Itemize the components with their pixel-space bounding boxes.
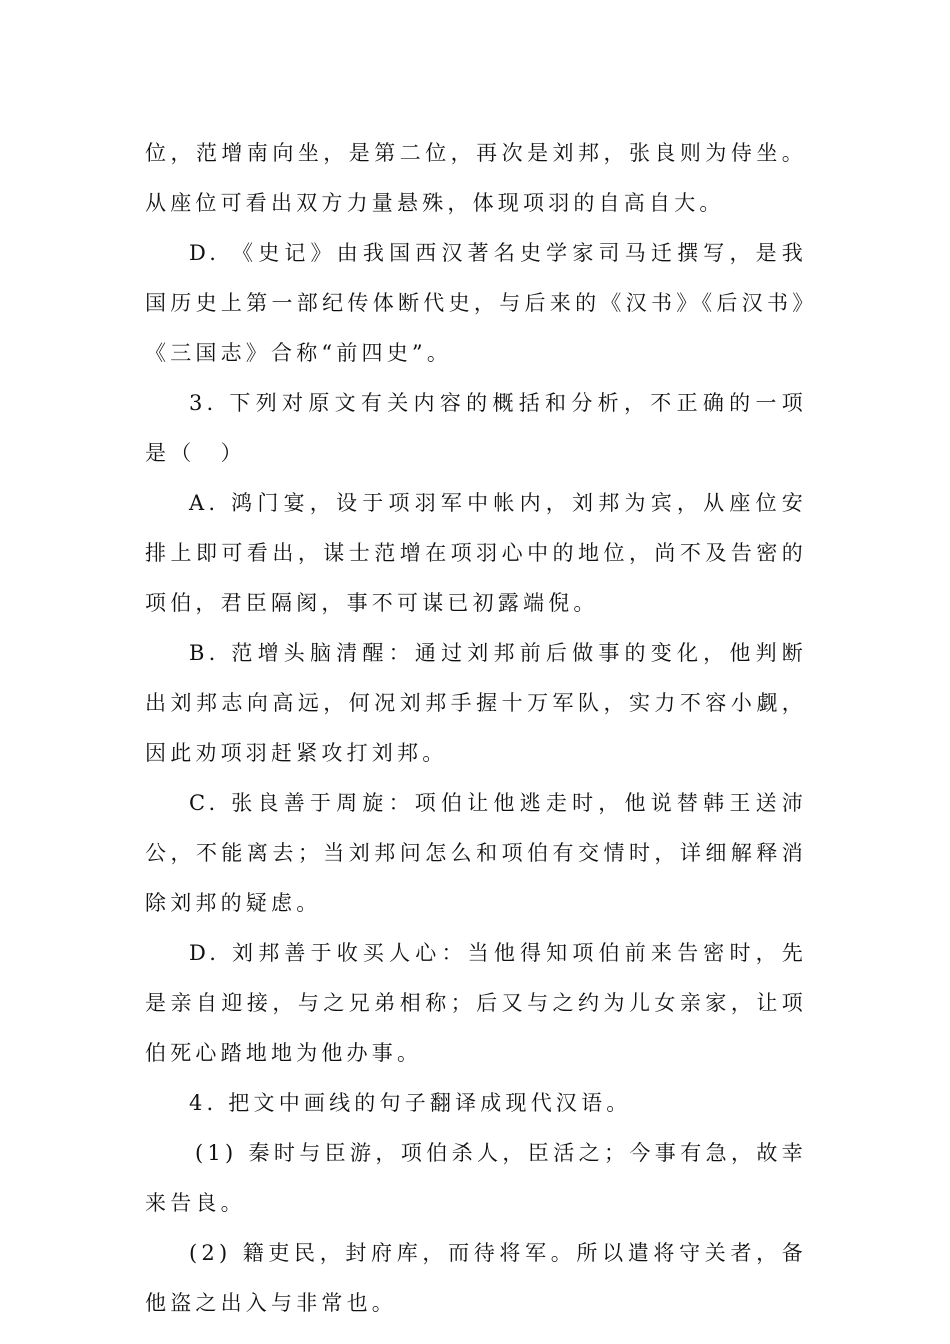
question-4-sentence-1: (1) 秦时与臣游，项伯杀人，臣活之；今事有急，故幸来告良。 [145, 1141, 807, 1215]
question-4-sentence-2: (2) 籍吏民，封府库，而待将军。所以遣将守关者，备他盗之出入与非常也。 [145, 1241, 807, 1315]
question-3-option-a: A. 鸿门宴，设于项羽军中帐内，刘邦为宾，从座位安排上即可看出，谋士范增在项羽心中的地位，尚不及告密的项伯，君臣隔阂，事不可谋已初露端倪。 [145, 491, 807, 615]
question-4-stem: 4. 把文中画线的句子翻译成现代汉语。 [189, 1091, 632, 1115]
question-3-stem: 3. 下列对原文有关内容的概括和分析，不正确的一项是（ ） [145, 391, 807, 465]
question-3-option-c: C. 张良善于周旋：项伯让他逃走时，他说替韩王送沛公，不能离去；当刘邦问怎么和项伯有交情时，详细解释消除刘邦的疑虑。 [145, 791, 807, 915]
question-3-option-b: B. 范增头脑清醒：通过刘邦前后做事的变化，他判断出刘邦志向高远，何况刘邦手握十万军队，实力不容小觑，因此劝项羽赶紧攻打刘邦。 [145, 641, 807, 765]
document-page [145, 128, 807, 1328]
question-3-option-d: D. 刘邦善于收买人心：当他得知项伯前来告密时，先是亲自迎接，与之兄弟相称；后又与之约为儿女亲家，让项伯死心踏地地为他办事。 [145, 941, 807, 1065]
answer-option-d-q2: D. 《史记》由我国西汉著名史学家司马迁撰写，是我国历史上第一部纪传体断代史，与后来的《汉书》《后汉书》《三国志》合称“前四史”。 [145, 241, 807, 365]
answer-option-c-continuation: 位，范增南向坐，是第二位，再次是刘邦，张良则为侍坐。从座位可看出双方力量悬殊，体现项羽的自高自大。 [145, 141, 807, 215]
